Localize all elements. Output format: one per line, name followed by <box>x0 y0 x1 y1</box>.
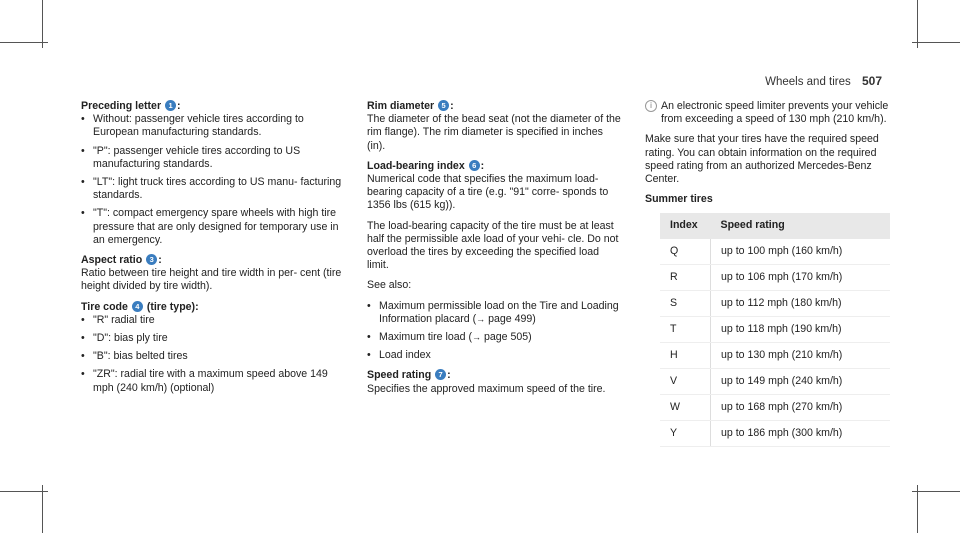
table-row <box>660 239 890 265</box>
tire-code-list <box>81 314 351 395</box>
table-cell: up to 168 mph (270 km/h) <box>711 394 891 420</box>
info-icon: i <box>645 100 657 112</box>
table-cell: Q <box>660 239 711 265</box>
crop-mark <box>912 42 960 43</box>
column-left <box>81 100 351 402</box>
list-item: • "T": compact emergency spare wheels with high tire pressure that are only designed for temporary use in an emergency. <box>81 207 351 247</box>
rim-diameter-text: The diameter of the bead seat (not the diameter of the rim flange). The rim diameter is specified in inches (in). <box>367 113 621 152</box>
column-middle <box>367 100 622 403</box>
heading-aspect-ratio: Aspect ratio 3 : <box>81 254 162 267</box>
crop-mark <box>42 485 43 533</box>
table-row <box>660 290 890 316</box>
speed-rating-table <box>660 213 890 446</box>
heading-speed-rating: Speed rating 7 : <box>367 369 451 382</box>
callout-badge: 5 <box>438 100 449 111</box>
table-cell: up to 112 mph (180 km/h) <box>711 290 891 316</box>
aspect-ratio-text: Ratio between tire height and tire width in per- cent (tire height divided by tire width). <box>81 267 342 293</box>
crop-mark <box>42 0 43 48</box>
see-also-item: • Load index <box>367 349 622 362</box>
table-cell: up to 118 mph (190 km/h) <box>711 316 891 342</box>
callout-badge: 7 <box>435 369 446 380</box>
crop-mark <box>917 0 918 48</box>
heading-load-bearing-index: Load-bearing index 6 : <box>367 159 485 172</box>
table-row <box>660 264 890 290</box>
table-cell: Y <box>660 420 711 446</box>
note-text: An electronic speed limiter prevents your vehicle from exceeding a speed of 130 mph (210 km/h). <box>661 100 889 126</box>
table-cell: up to 100 mph (160 km/h) <box>711 239 891 265</box>
column-header-speed: Speed rating <box>711 213 891 238</box>
callout-badge: 4 <box>132 301 143 312</box>
load-capacity-text: The load-bearing capacity of the tire must be at least half the permissible axle load of your vehi- cle. Do not overload the tires by exceeding the specified load limit. <box>367 219 619 272</box>
table-cell: H <box>660 342 711 368</box>
list-item: • "B": bias belted tires <box>81 350 351 363</box>
callout-badge: 3 <box>146 254 157 265</box>
see-also-link[interactable]: • Maximum tire load (→ page 505) <box>367 331 622 344</box>
column-header-index: Index <box>660 213 711 238</box>
table-row <box>660 316 890 342</box>
table-row <box>660 394 890 420</box>
column-right <box>645 100 890 447</box>
table-cell: S <box>660 290 711 316</box>
table-cell: up to 130 mph (210 km/h) <box>711 342 891 368</box>
see-also-label: See also: <box>367 279 412 292</box>
section-title: Wheels and tires <box>765 76 851 88</box>
list-item: • Without: passenger vehicle tires according to European manufacturing standards. <box>81 113 351 139</box>
speed-rating-text: Specifies the approved maximum speed of the tire. <box>367 382 606 395</box>
table-row <box>660 420 890 446</box>
heading-summer-tires: Summer tires <box>645 193 713 206</box>
table-cell: T <box>660 316 711 342</box>
arrow-icon: → <box>472 332 482 343</box>
callout-badge: 6 <box>469 160 480 171</box>
preceding-list <box>81 113 351 247</box>
heading-rim-diameter: Rim diameter 5 : <box>367 100 454 112</box>
crop-mark <box>0 42 48 43</box>
load-index-text: Numerical code that specifies the maximum load-bearing capacity of a tire (e.g. "91" corre- sponds to 1356 lbs (615 kg)). <box>367 173 609 212</box>
make-sure-text: Make sure that your tires have the required speed rating. You can obtain information on the required speed rating from an authorized Mercedes-Benz Center. <box>645 133 879 186</box>
table-row <box>660 368 890 394</box>
crop-mark <box>912 491 960 492</box>
see-also-link[interactable]: • Maximum permissible load on the Tire and Loading Information placard (→ page 499) <box>367 300 622 326</box>
heading-preceding-letter: Preceding letter 1 : <box>81 100 181 112</box>
list-item: • "ZR": radial tire with a maximum speed above 149 mph (240 km/h) (optional) <box>81 368 351 394</box>
crop-mark <box>0 491 48 492</box>
list-item: • "R" radial tire <box>81 314 351 327</box>
table-cell: W <box>660 394 711 420</box>
list-item: • "D": bias ply tire <box>81 332 351 345</box>
table-cell: up to 149 mph (240 km/h) <box>711 368 891 394</box>
table-row <box>660 342 890 368</box>
list-item: • "P": passenger vehicle tires according to US manufacturing standards. <box>81 145 351 171</box>
callout-badge: 1 <box>165 100 176 111</box>
table-cell: up to 106 mph (170 km/h) <box>711 264 891 290</box>
arrow-icon: → <box>476 313 486 324</box>
page-header <box>765 74 882 88</box>
list-item: • "LT": light truck tires according to US manu- facturing standards. <box>81 176 351 202</box>
table-cell: R <box>660 264 711 290</box>
table-cell: V <box>660 368 711 394</box>
heading-tire-code: Tire code 4 (tire type): <box>81 300 199 313</box>
crop-mark <box>917 485 918 533</box>
table-cell: up to 186 mph (300 km/h) <box>711 420 891 446</box>
page-number: 507 <box>861 74 882 88</box>
table-header-row <box>660 213 890 238</box>
info-note <box>645 100 890 126</box>
see-also-list <box>367 300 622 363</box>
